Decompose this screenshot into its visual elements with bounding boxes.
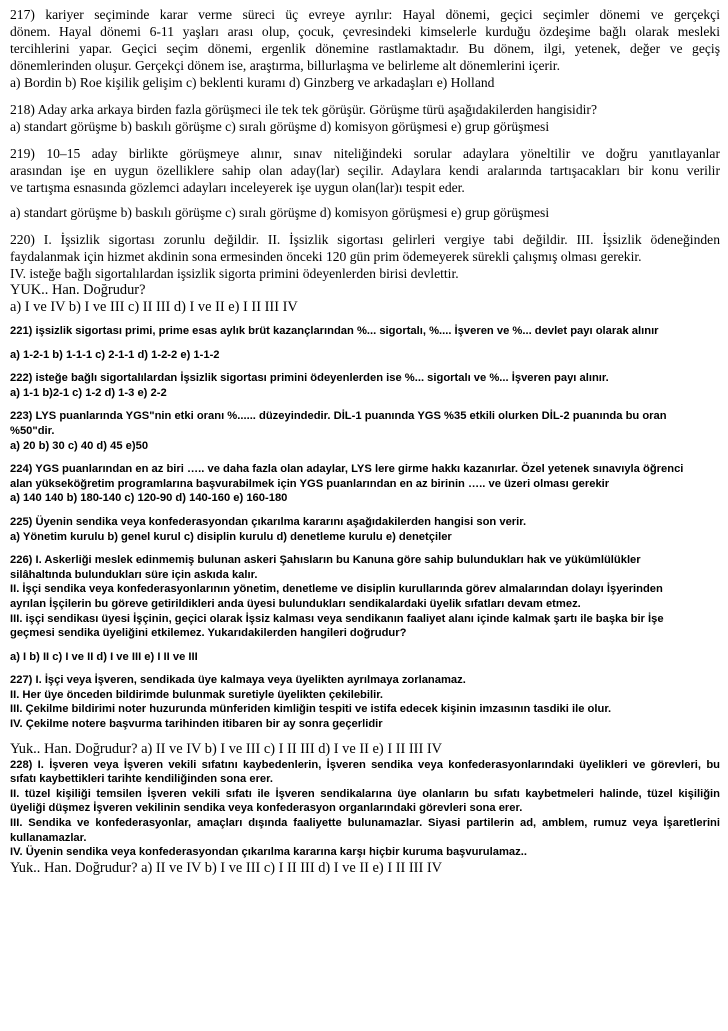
question-219-options: a) standart görüşme b) baskılı görüşme c) sıralı görüşme d) komisyon görüşmesi e) grup görüşmesi (10, 205, 550, 220)
question-223-line-2: %50"dir. (10, 424, 55, 437)
question-225-text: 225) Üyenin sendika veya konfederasyondan çıkarılma kararını aşağıdakilerden hangisi son verir. (10, 515, 527, 528)
question-219-line-2: arasından işe en uygun özelliklere sahip olan aday(lar) seçilir. Adaylara kendi aralarında tartışacakları bir konu verilir (10, 163, 720, 178)
question-225-options: a) Yönetim kurulu b) genel kurul c) disiplin kurulu d) denetleme kurulu e) denetçiler (10, 530, 452, 543)
question-221 (10, 324, 720, 362)
question-227 (10, 673, 720, 731)
question-220-options: a) I ve IV b) I ve III c) II III d) I ve II e) I II III IV (10, 299, 298, 315)
question-217 (10, 6, 720, 91)
question-228 (10, 758, 720, 860)
question-228-line-6: kullanamazlar. (10, 831, 87, 844)
question-222 (10, 371, 720, 400)
question-227-line-2: II. Her üye önceden bildirimde bulunmak suretiyle üyelikten çekilebilir. (10, 688, 384, 701)
question-218-text: 218) Aday arka arkaya birden fazla görüşmeci ile tek tek görüşür. Görüşme türü aşağıdakilerden hangisidir? (10, 102, 597, 117)
question-222-text: 222) isteğe bağlı sigortalılardan İşsizlik sigortası primini ödeyenlerden ise %... sigortalı ve %... İşveren payı alınır. (10, 372, 609, 385)
question-225 (10, 515, 720, 544)
question-219-line-3: ve tartışma esnasında gözlemci adayları inceleyerek işe uygun olan(lar)ı tespit eder. (10, 180, 465, 195)
question-220 (10, 231, 720, 282)
question-217-options: a) Bordin b) Roe kişilik gelişim c) beklenti kuramı d) Ginzberg ve arkadaşları e) Holland (10, 75, 495, 90)
question-218 (10, 101, 720, 135)
question-223 (10, 409, 720, 453)
question-224-options: a) 140 140 b) 180-140 c) 120-90 d) 140-160 e) 160-180 (10, 492, 288, 505)
question-217-line-4: dönemlerinden oluşur. Gerçekçi dönem ise, araştırma, billurlaşma ve belirleme alt dönemlerini içerir. (10, 58, 560, 73)
question-217-line-3: tercihlerini yapar. Geçici seçim dönemi, ergenlik dönemine rastlamaktadır. Bu dönem, ilgi, yetenek, değer ve geçiş (10, 41, 720, 56)
question-226-options: a) I b) II c) I ve II d) I ve III e) I II ve III (10, 650, 198, 663)
question-228-line-1: 228) I. İşveren veya İşveren vekili sıfatını kaybedenlerin, İşveren sendika veya konfederasyonlarındaki üyelikleri ve görevleri, bu (10, 758, 720, 771)
question-226-line-6: geçmesi sendika üyeliğini etkilemez. Yukarıdakilerden hangileri doğrudur? (10, 627, 407, 640)
question-218-options: a) standart görüşme b) baskılı görüşme c) sıralı görüşme d) komisyon görüşmesi e) grup görüşmesi (10, 119, 550, 134)
question-228-question-options: Yuk.. Han. Doğrudur? a) II ve IV b) I ve III c) I II III d) I ve II e) I II III IV (10, 859, 443, 876)
question-222-options: a) 1-1 b)2-1 c) 1-2 d) 1-3 e) 2-2 (10, 386, 167, 399)
question-227-line-3: III. Çekilme bildirimi noter huzurunda münferiden kimliğin tespiti ve istifa edecek kişinin imzasının tasdiki ile olur. (10, 703, 612, 716)
question-226-line-4: ayrılan İşçilerin bu göreve getirildikleri anda üyesi bulundukları sendikalardaki üyelik sıfatları devam etmez. (10, 597, 581, 610)
question-227-prompt (10, 741, 720, 758)
question-219-line-1: 219) 10–15 aday birlikte görüşmeye alınır, sınav niteliğindeki sorular adaylara yöneltilir ve doğru yanıtlayanlar (10, 146, 720, 161)
question-217-line-1: 217) kariyer seçiminde karar verme süreci üç evreye ayrılır: Hayal dönemi, geçici seçimler dönemi ve gerçekçi (10, 7, 720, 22)
question-227-line-4: IV. Çekilme notere başvurma tarihinden itibaren bir ay sonra geçerlidir (10, 718, 383, 731)
question-220-prompt (10, 282, 720, 316)
question-217-line-2: dönem. Hayal dönemi 6-11 yaşları arası olup, çocuk, çevresindeki kimselerle kurduğu özdeşime bağlı olarak mesleki (10, 24, 720, 39)
question-219 (10, 145, 720, 221)
question-224 (10, 462, 720, 506)
question-223-options: a) 20 b) 30 c) 40 d) 45 e)50 (10, 439, 149, 452)
question-220-question: YUK.. Han. Doğrudur? (10, 282, 146, 298)
question-226-line-1: 226) I. Askerliği meslek edinmemiş bulunan askeri Şahısların bu Kanuna göre sahip bulundukları hak ve yükümlülükler (10, 554, 641, 567)
question-228-line-7: IV. Üyenin sendika veya konfederasyondan çıkarılma kararına karşı hiçbir kuruma başvurulamaz.. (10, 846, 527, 859)
question-228-line-3: II. tüzel kişiliği temsilen İşveren vekili sıfatı ile İşveren sendikalarına üye olanların bu sıfatı kaybetmeleri halinde, tüzel kişiliğin (10, 787, 720, 800)
question-226 (10, 553, 720, 664)
question-227-question-options: Yuk.. Han. Doğrudur? a) II ve IV b) I ve III c) I II III d) I ve II e) I II III IV (10, 740, 443, 757)
question-228-line-2: sıfatı kaybettikleri tarihte kendiliğinden sona erer. (10, 773, 273, 786)
question-228-line-4: üyeliği düşmez İşveren vekilinin sendika veya konfederasyon organlarındaki görevleri sona erer. (10, 802, 523, 815)
question-226-line-2: silâhaltında bulundukları süre için askıda kalır. (10, 568, 258, 581)
question-226-line-3: II. İşçi sendika veya konfederasyonlarının yönetim, denetleme ve disiplin kurullarında görev almalarından dolayı İşyerinden (10, 583, 663, 596)
question-226-line-5: III. işçi sendikası üyesi İşçinin, geçici olarak İşsiz kalması veya sendikanın faaliyet alanı içinde kalmak şartı ile başka bir İşe (10, 612, 664, 625)
question-228-line-5: III. Sendika ve konfederasyonlar, amaçları dışında faaliyette bulunamazlar. Siyasi partilerin ad, amblem, rumuz veya İşaretlerini (10, 817, 720, 830)
question-227-line-1: 227) I. İşçi veya İşveren, sendikada üye kalmaya veya üyelikten ayrılmaya zorlanamaz. (10, 674, 466, 687)
question-221-options: a) 1-2-1 b) 1-1-1 c) 2-1-1 d) 1-2-2 e) 1-1-2 (10, 348, 220, 361)
question-220-line-3: IV. isteğe bağlı sigortalılardan işsizlik sigorta primini ödeyenlerden birisi devlettir. (10, 266, 459, 281)
question-223-line-1: 223) LYS puanlarında YGS"nin etki oranı %...... düzeyindedir. DİL-1 puanında YGS %35 etkili olurken DİL-2 puanında bu oran (10, 410, 667, 423)
question-224-line-1: 224) YGS puanlarından en az biri ….. ve daha fazla olan adaylar, LYS lere girme hakkı kazanırlar. Özel yetenek sınavıyla öğrenci (10, 463, 684, 476)
question-220-line-2: faydalanmak için hizmet akdinin sona ermesinden önceki 120 gün prim ödemeyerek sürekli çalışmış olması gerekir. (10, 249, 642, 264)
question-220-line-1: 220) I. İşsizlik sigortası zorunlu değildir. II. İşsizlik sigortası gelirleri vergiye tabi değildir. III. İşsizlik ödeneğinden (10, 232, 720, 247)
question-228-prompt (10, 860, 720, 877)
question-224-line-2: alan yükseköğretim programlarına başvurabilmek için YGS puanlarından en az birinin ….. ve üzeri olması gerekir (10, 477, 610, 490)
question-221-text: 221) işsizlik sigortası primi, prime esas aylık brüt kazançlarından %... sigortalı, %.... İşveren ve %... devlet payı olarak alınır (10, 325, 659, 337)
